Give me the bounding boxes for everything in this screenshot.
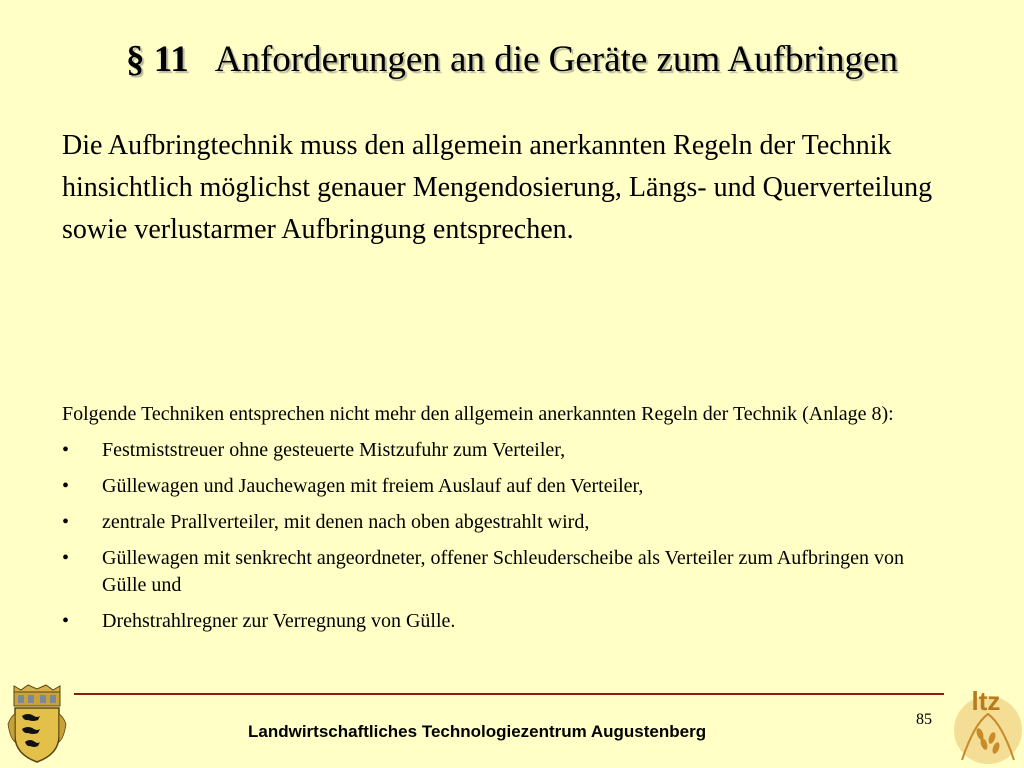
bullet: • [62, 439, 70, 461]
footer-rule [74, 693, 944, 695]
list-item [62, 509, 942, 536]
section-number: § 11 [126, 39, 189, 80]
title-text: Anforderungen an die Geräte zum Aufbringen [214, 39, 898, 80]
list-item-text: Drehstrahlregner zur Verregnung von Gülle. [102, 610, 456, 632]
list-item [62, 473, 942, 500]
coat-of-arms-icon [6, 684, 68, 764]
ltz-logo-text: ltz [971, 686, 1001, 716]
list-item [62, 545, 942, 599]
techniques-block [62, 401, 942, 644]
ltz-logo-icon [944, 684, 1024, 768]
page-number: 85 [916, 711, 932, 728]
list-item [62, 608, 942, 635]
list-item-text: zentrale Prallverteiler, mit denen nach oben abgestrahlt wird, [102, 511, 590, 533]
slide-title [0, 38, 1024, 82]
bullet: • [62, 511, 70, 533]
list-item-text: Güllewagen und Jauchewagen mit freiem Auslauf auf den Verteiler, [102, 475, 644, 497]
list-item-text: Güllewagen mit senkrecht angeordneter, offener Schleuderscheibe als Verteiler zum Aufbringen von Gülle und [102, 547, 905, 596]
organization-name: Landwirtschaftliches Technologiezentrum Augustenberg [248, 722, 707, 741]
bullet: • [62, 475, 70, 497]
techniques-intro: Folgende Techniken entsprechen nicht mehr den allgemein anerkannten Regeln der Technik (Anlage 8): [62, 403, 894, 425]
bullet: • [62, 610, 70, 632]
list-item-text: Festmiststreuer ohne gesteuerte Mistzufuhr zum Verteiler, [102, 439, 566, 461]
bullet: • [62, 547, 70, 569]
technique-list [62, 437, 942, 635]
list-item [62, 437, 942, 464]
intro-paragraph: Die Aufbringtechnik muss den allgemein anerkannten Regeln der Technik hinsichtlich möglichst genauer Mengendosierung, Längs- und Querverteilung sowie verlustarmer Aufbringung entsprechen. [62, 130, 933, 245]
